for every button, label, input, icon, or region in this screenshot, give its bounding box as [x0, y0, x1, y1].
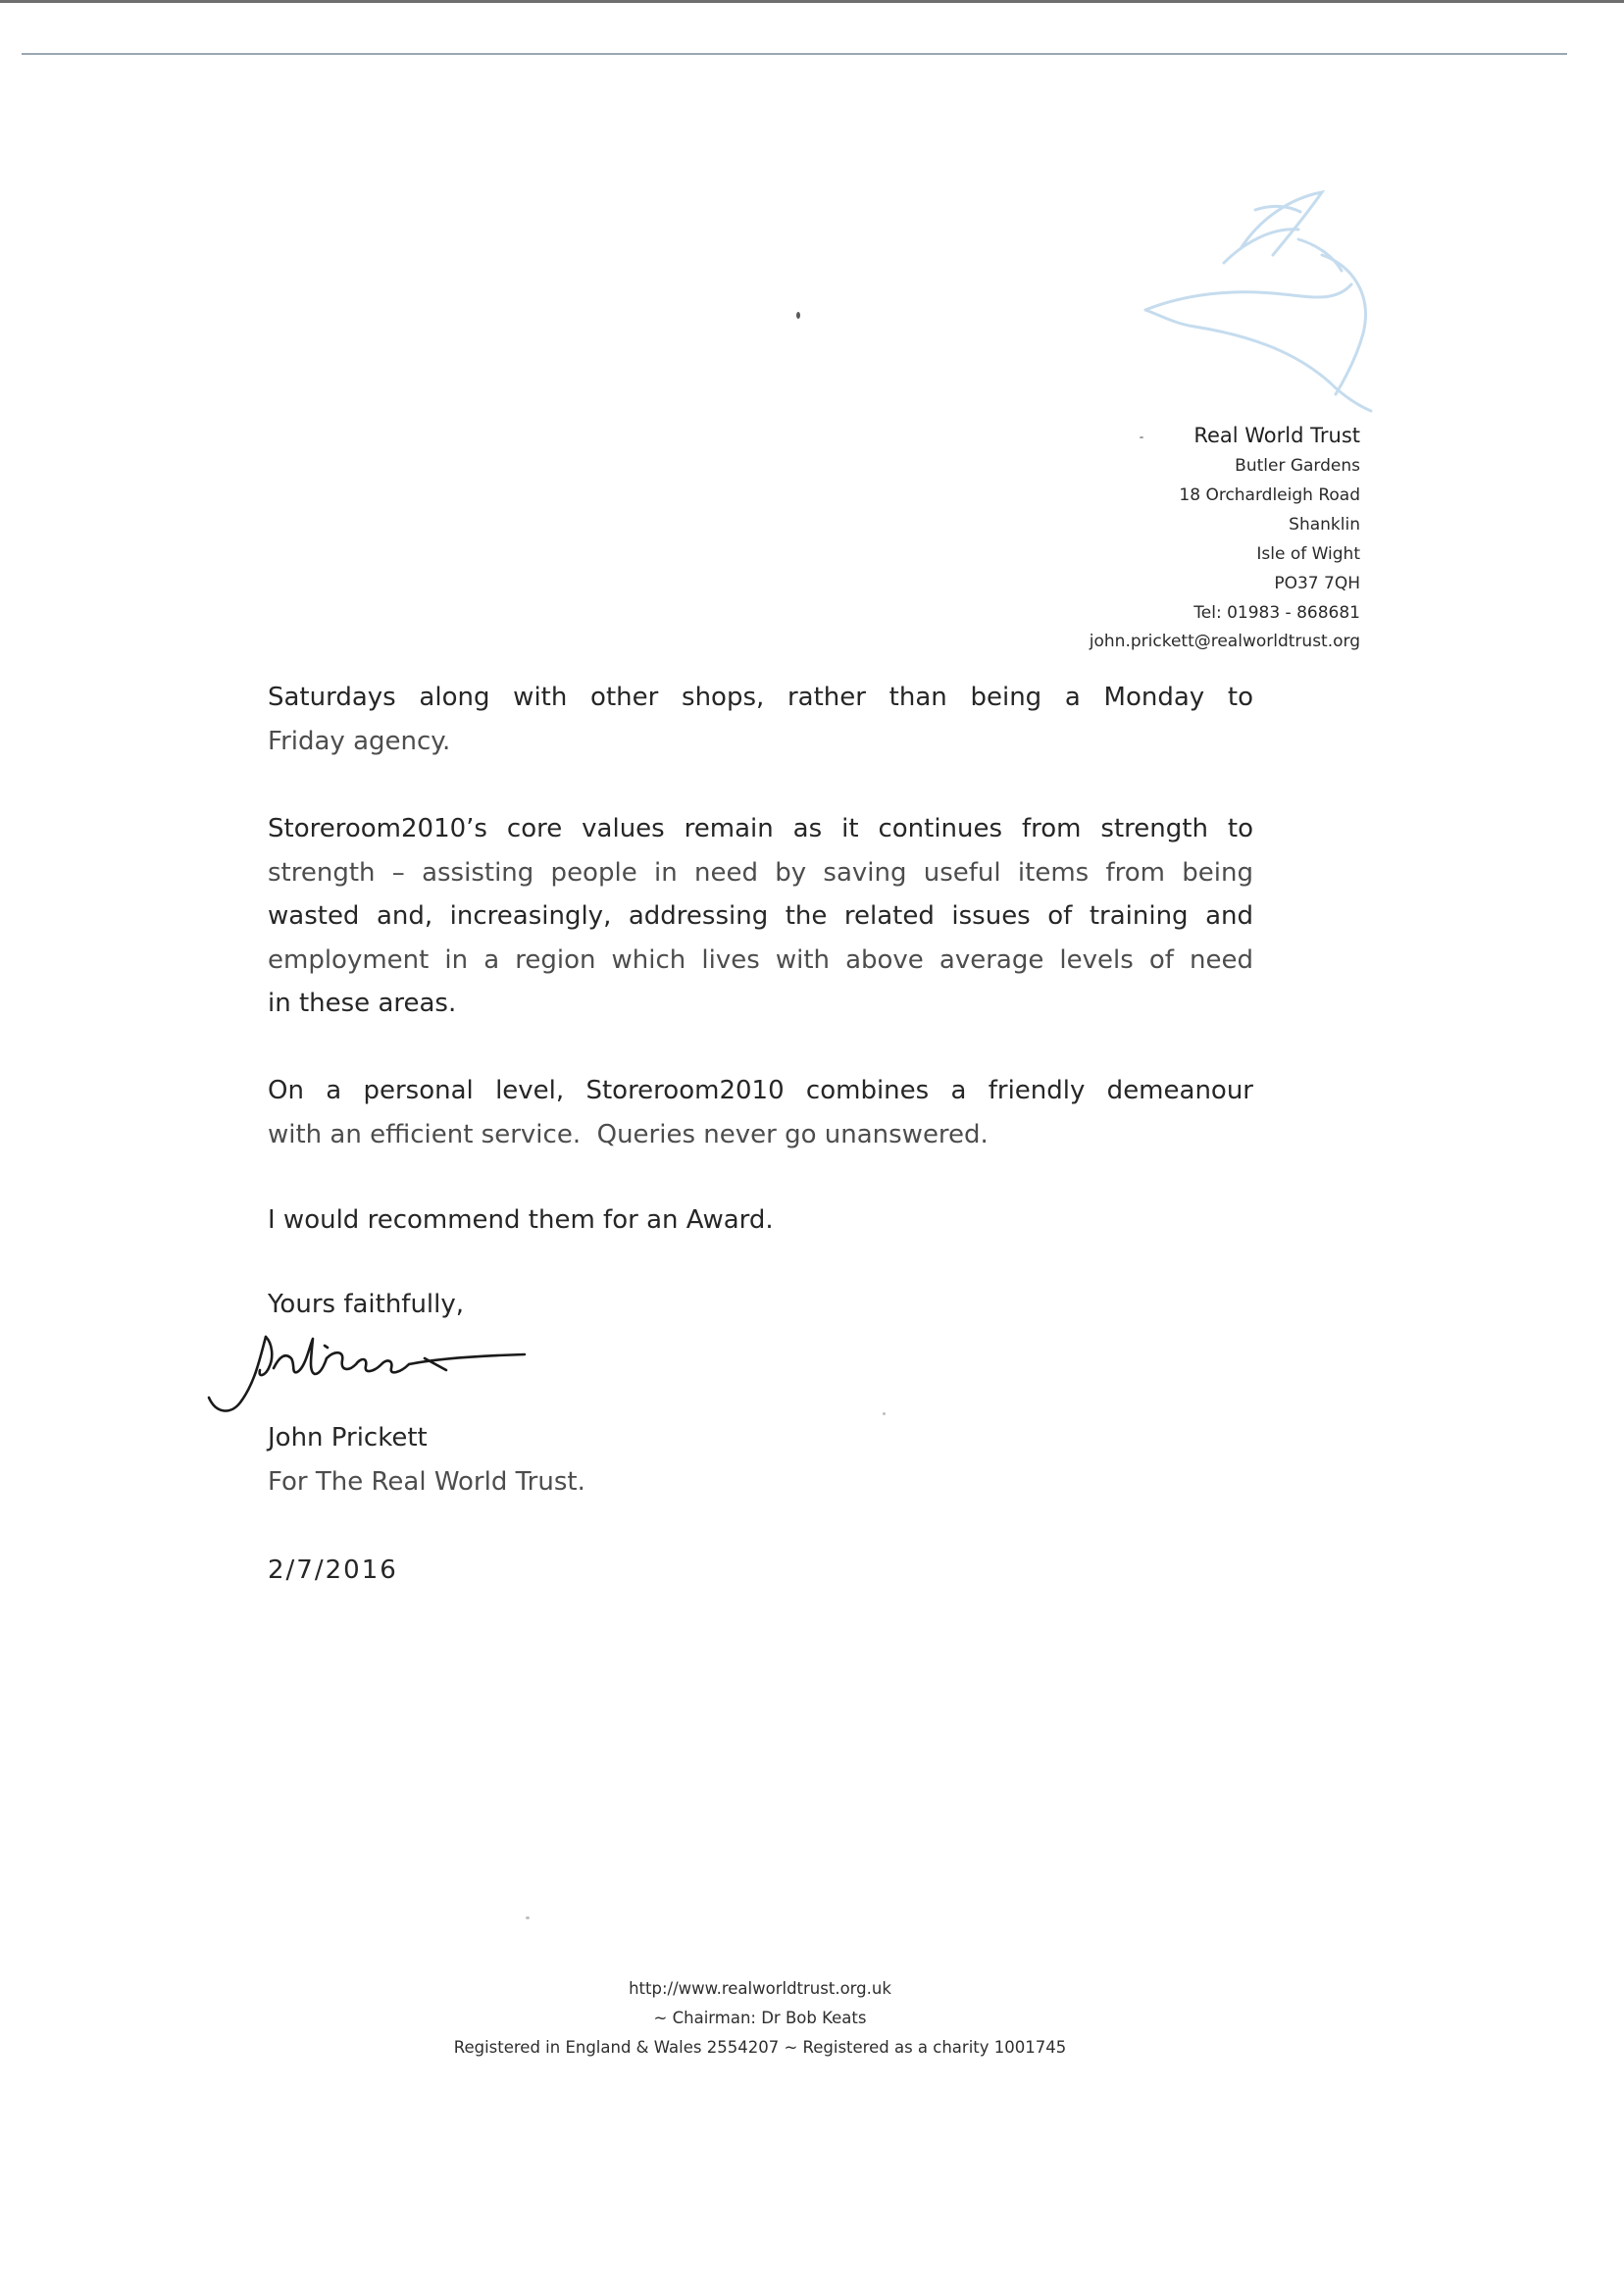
- scan-top-edge: [0, 0, 1624, 3]
- recommendation: [268, 1198, 1253, 1243]
- address-line: Isle of Wight: [1256, 543, 1360, 564]
- recommendation-text: I would recommend them for an Award.: [268, 1205, 774, 1235]
- scan-speck: [1140, 436, 1143, 438]
- body-paragraph: [268, 807, 1253, 1026]
- organization-name: Real World Trust: [1193, 424, 1360, 447]
- body-line: Saturdays along with other shops, rather than being a Monday to: [268, 683, 1253, 712]
- letter-date: [268, 1549, 1253, 1593]
- date-text: 2/7/2016: [268, 1555, 398, 1585]
- address-line: Shanklin: [1289, 514, 1360, 535]
- scan-speck: [526, 1916, 530, 1919]
- signatory-name: [268, 1416, 1253, 1460]
- signature: [201, 1329, 530, 1427]
- address-line: 18 Orchardleigh Road: [1179, 484, 1360, 505]
- body-paragraph: [268, 676, 1253, 763]
- closing-salutation: [268, 1283, 1253, 1327]
- footer-website: http://www.realworldtrust.org.uk: [629, 1979, 891, 1998]
- footer-registration: Registered in England & Wales 2554207 ~ Registered as a charity 1001745: [453, 2038, 1067, 2057]
- body-line: employment in a region which lives with above average levels of need: [268, 944, 1253, 975]
- body-line: strength – assisting people in need by saving useful items from being: [268, 857, 1253, 888]
- header-rule: [22, 53, 1567, 55]
- body-line: in these areas.: [268, 989, 457, 1019]
- scan-speck: [796, 312, 800, 319]
- signatory-name-text: John Prickett: [268, 1423, 428, 1453]
- body-line: with an efficient service. Queries never go unanswered.: [268, 1119, 989, 1149]
- letterhead: [1090, 419, 1360, 657]
- body-line: wasted and, increasingly, addressing the related issues of training and: [268, 901, 1253, 932]
- signatory-organization: [268, 1460, 1253, 1504]
- email-address: john.prickett@realworldtrust.org: [1089, 632, 1360, 652]
- body-line: Storeroom2010’s core values remain as it continues from strength to: [268, 814, 1253, 843]
- telephone: Tel: 01983 - 868681: [1193, 602, 1360, 623]
- footer-chairman: ~ Chairman: Dr Bob Keats: [653, 2009, 867, 2027]
- footer: [270, 1974, 1250, 2063]
- salutation-text: Yours faithfully,: [268, 1290, 465, 1319]
- body-paragraph: [268, 1069, 1253, 1156]
- body-line: Friday agency.: [268, 726, 451, 756]
- address-line: PO37 7QH: [1274, 573, 1360, 593]
- signatory-organization-text: For The Real World Trust.: [268, 1467, 585, 1497]
- body-line: On a personal level, Storeroom2010 combines a friendly demeanour: [268, 1076, 1253, 1105]
- dove-icon: [1126, 186, 1381, 414]
- scan-speck: [883, 1412, 886, 1415]
- address-line: Butler Gardens: [1235, 456, 1360, 476]
